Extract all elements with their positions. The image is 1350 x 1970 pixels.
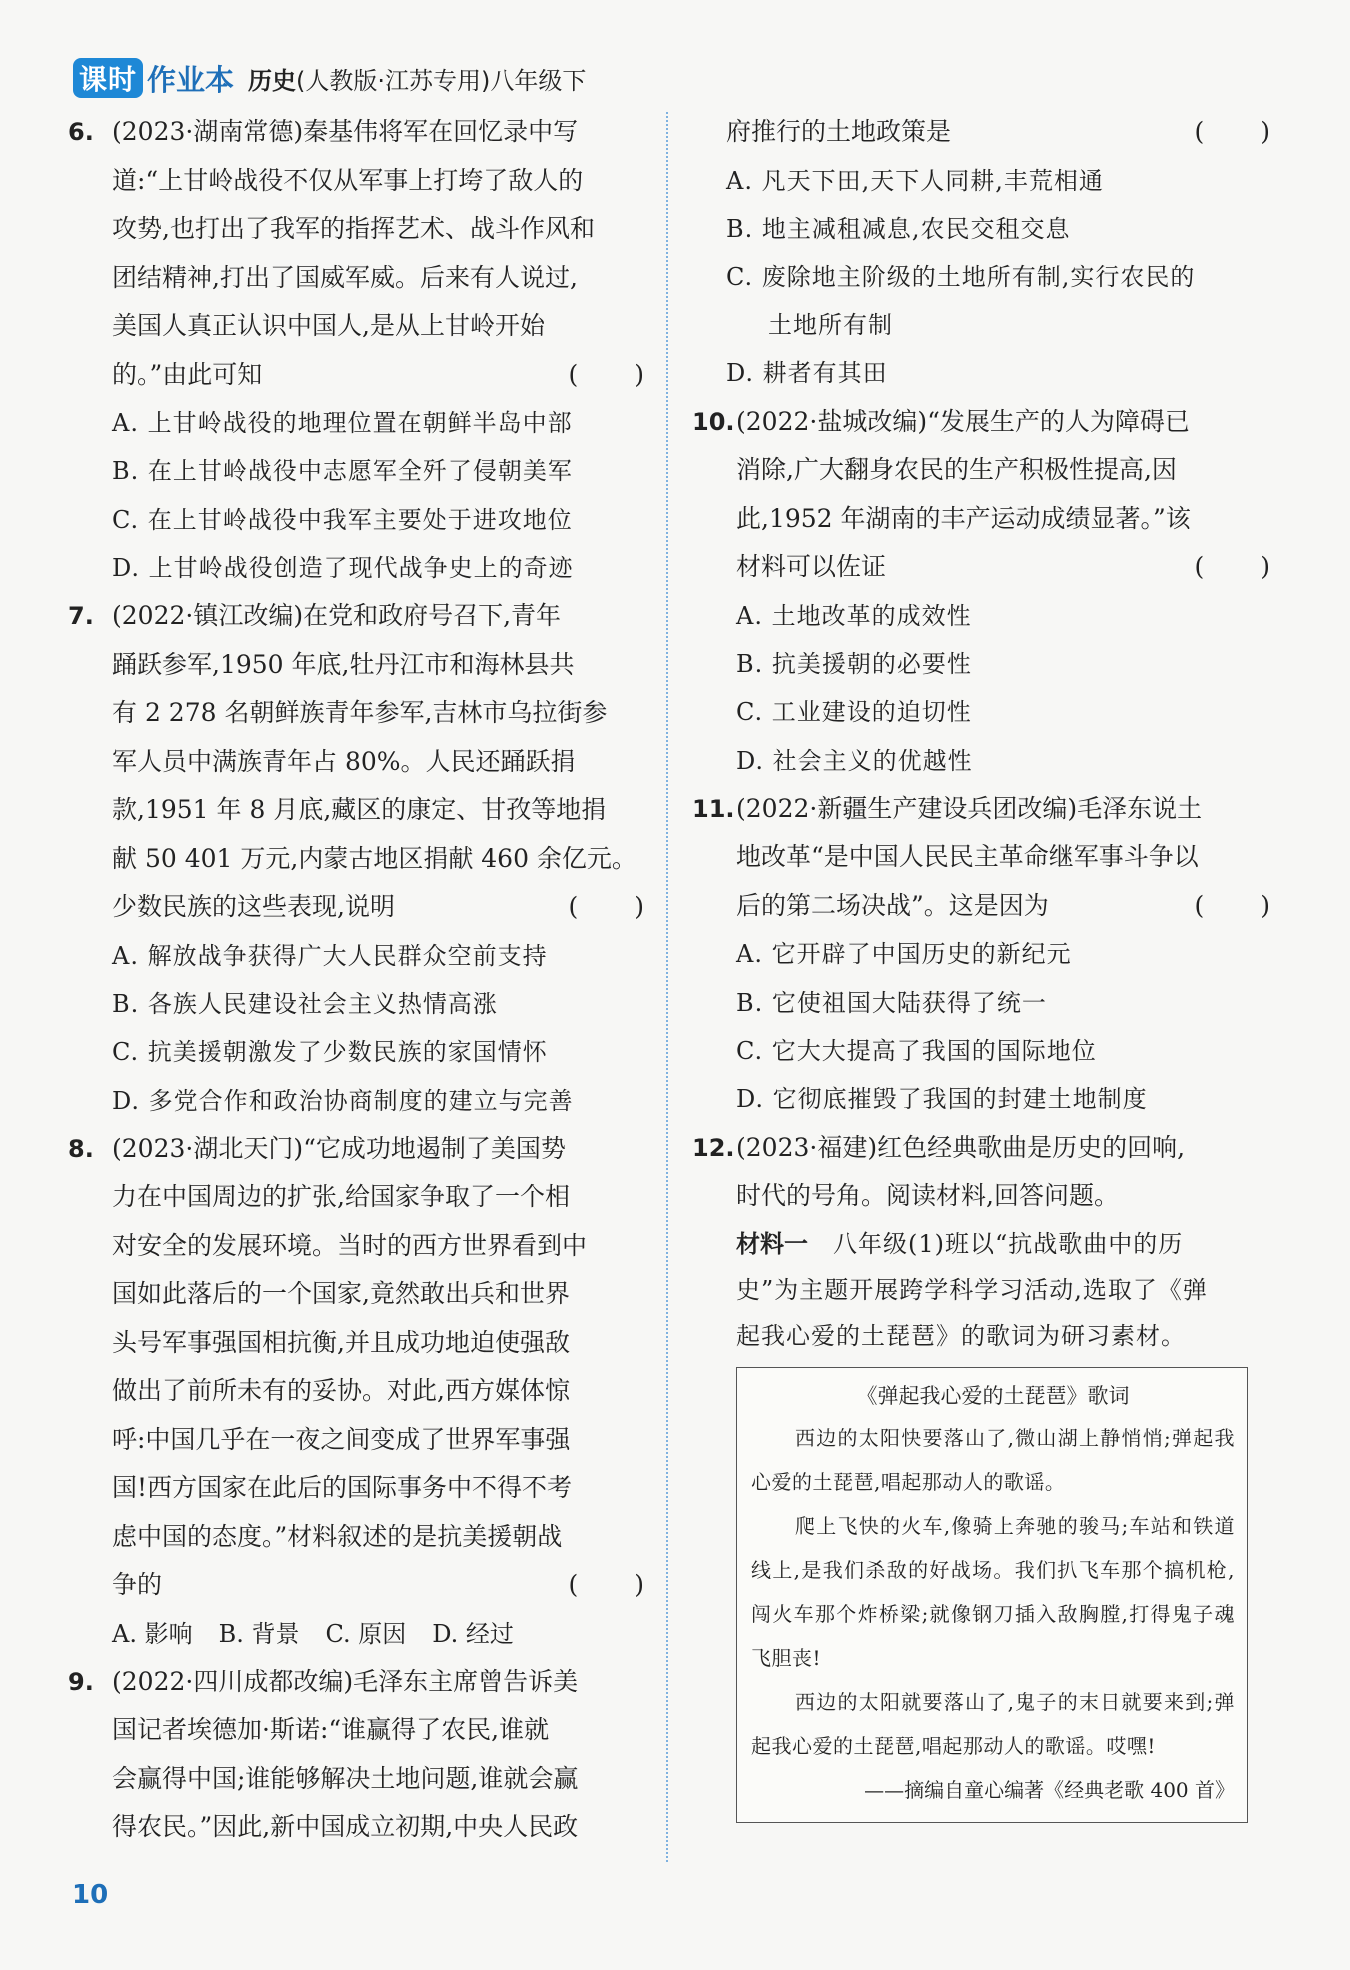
question-number: 6. xyxy=(68,118,94,146)
question-stem xyxy=(692,108,1272,157)
answer-blank[interactable]: ( ) xyxy=(568,892,646,922)
question-number: 12. xyxy=(692,1133,735,1162)
question-9-continued xyxy=(692,108,1272,398)
question-7 xyxy=(68,592,646,1125)
option-c[interactable]: C. 原因 xyxy=(325,1619,407,1648)
option-d[interactable]: D. 上甘岭战役创造了现代战争史上的奇迹 xyxy=(112,553,574,582)
stem-text: 少数民族的这些表现,说明 xyxy=(112,892,395,922)
stem-line: 道:“上甘岭战役不仅从军事上打垮了敌人的 xyxy=(112,165,584,195)
stem-line: (2023·湖南常德)秦基伟将军在回忆录中写 xyxy=(112,117,579,146)
question-12 xyxy=(692,1124,1272,1823)
question-stem xyxy=(68,1125,646,1610)
option-c[interactable]: C. 抗美援朝激发了少数民族的家国情怀 xyxy=(112,1038,548,1067)
question-stem xyxy=(68,592,646,932)
question-number: 10. xyxy=(692,407,735,436)
stem-line xyxy=(726,108,1272,157)
option-d[interactable]: D. 经过 xyxy=(432,1619,514,1648)
question-number: 11. xyxy=(692,794,735,823)
stem-line: 力在中国周边的扩张,给国家争取了一个相 xyxy=(112,1182,570,1212)
stem-line: 踊跃参军,1950 年底,牡丹江市和海林县共 xyxy=(112,649,575,679)
option-b[interactable]: B. 背景 xyxy=(218,1619,300,1648)
page-header xyxy=(73,56,586,100)
stem-line: 攻势,也打出了我军的指挥艺术、战斗作风和 xyxy=(112,214,595,243)
stem-line: 得农民。”因此,新中国成立初期,中央人民政 xyxy=(112,1812,579,1842)
option-c[interactable]: C. 工业建设的迫切性 xyxy=(736,698,972,727)
question-stem xyxy=(692,785,1272,931)
stem-line: 此,1952 年湖南的丰产运动成绩显著。”该 xyxy=(736,503,1191,533)
option-d[interactable]: D. 它彻底摧毁了我国的封建土地制度 xyxy=(736,1085,1148,1114)
option-c[interactable]: C. 它大大提高了我国的国际地位 xyxy=(736,1036,1097,1065)
material-one xyxy=(692,1221,1272,1359)
option-d[interactable]: D. 耕者有其田 xyxy=(726,359,888,388)
stem-line: 时代的号角。阅读材料,回答问题。 xyxy=(736,1181,1119,1211)
left-column xyxy=(68,108,646,1852)
lyrics-paragraph: 西边的太阳就要落山了,鬼子的末日就要来到;弹起我心爱的土琵琶,唱起那动人的歌谣。哎嘿! xyxy=(751,1689,1235,1758)
question-9 xyxy=(68,1658,646,1852)
material-line xyxy=(736,1221,1272,1267)
stem-line: 军人员中满族青年占 80%。人民还踊跃捐 xyxy=(112,746,576,776)
stem-line: 国记者埃德加·斯诺:“谁赢得了农民,谁就 xyxy=(112,1715,550,1745)
right-column xyxy=(692,108,1272,1823)
material-line: 史”为主题开展跨学科学习活动,选取了《弹 xyxy=(736,1275,1208,1304)
question-10 xyxy=(692,398,1272,785)
material-text: 八年级(1)班以“抗战歌曲中的历 xyxy=(808,1229,1184,1258)
stem-line: 虑中国的态度。”材料叙述的是抗美援朝战 xyxy=(112,1521,563,1551)
question-6 xyxy=(68,108,646,592)
answer-blank[interactable]: ( ) xyxy=(1194,552,1272,582)
lyrics-source: ——摘编自童心编著《经典老歌 400 首》 xyxy=(864,1777,1235,1802)
question-number: 8. xyxy=(68,1134,94,1163)
stem-line: 美国人真正认识中国人,是从上甘岭开始 xyxy=(112,311,545,340)
stem-line: (2022·新疆生产建设兵团改编)毛泽东说土 xyxy=(736,793,1203,823)
option-a[interactable]: A. 上甘岭战役的地理位置在朝鲜半岛中部 xyxy=(112,409,573,437)
option-d[interactable]: D. 多党合作和政治协商制度的建立与完善 xyxy=(112,1086,574,1115)
option-c[interactable]: C. 废除地主阶级的土地所有制,实行农民的 xyxy=(726,263,1196,292)
stem-text: 的。”由此可知 xyxy=(112,359,263,389)
option-c[interactable]: C. 在上甘岭战役中我军主要处于进攻地位 xyxy=(112,505,573,534)
lyrics-paragraph: 西边的太阳快要落山了,微山湖上静悄悄;弹起我心爱的土琵琶,唱起那动人的歌谣。 xyxy=(751,1425,1235,1494)
option-a[interactable]: A. 凡天下田,天下人同耕,丰荒相通 xyxy=(726,166,1104,195)
option-c-continued: 土地所有制 xyxy=(768,311,893,340)
option-a[interactable]: A. 解放战争获得广大人民群众空前支持 xyxy=(112,941,548,970)
answer-blank[interactable]: ( ) xyxy=(568,359,646,389)
question-stem xyxy=(68,1658,646,1852)
column-divider xyxy=(666,112,668,1862)
stem-line: 献 50 401 万元,内蒙古地区捐献 460 余亿元。 xyxy=(112,843,637,873)
question-stem xyxy=(692,398,1272,592)
stem-line: (2022·四川成都改编)毛泽东主席曾告诉美 xyxy=(112,1666,579,1696)
question-8 xyxy=(68,1125,646,1658)
question-number: 7. xyxy=(68,602,94,631)
stem-line: 头号军事强国相抗衡,并且成功地迫使强敌 xyxy=(112,1327,570,1357)
stem-line: (2022·镇江改编)在党和政府号召下,青年 xyxy=(112,601,562,631)
option-a[interactable]: A. 影响 xyxy=(112,1619,193,1648)
option-a[interactable]: A. 它开辟了中国历史的新纪元 xyxy=(736,940,1072,969)
option-b[interactable]: B. 各族人民建设社会主义热情高涨 xyxy=(112,989,498,1018)
stem-line xyxy=(112,351,646,400)
option-b[interactable]: B. 在上甘岭战役中志愿军全歼了侵朝美军 xyxy=(112,457,573,486)
stem-text: 府推行的土地政策是 xyxy=(726,117,952,146)
stem-line: 国如此落后的一个国家,竟然敢出兵和世界 xyxy=(112,1279,570,1309)
stem-line: 款,1951 年 8 月底,藏区的康定、甘孜等地捐 xyxy=(112,795,607,825)
material-label: 材料一 xyxy=(736,1229,808,1258)
stem-line: 呼:中国几乎在一夜之间变成了世界军事强 xyxy=(112,1424,571,1454)
edition-grade: (人教版·江苏专用)八年级下 xyxy=(296,66,587,95)
book-subject xyxy=(248,61,586,96)
answer-blank[interactable]: ( ) xyxy=(1194,890,1272,920)
stem-text: 材料可以佐证 xyxy=(736,552,887,582)
stem-line: (2023·湖北天门)“它成功地遏制了美国势 xyxy=(112,1133,566,1163)
option-b[interactable]: B. 抗美援朝的必要性 xyxy=(736,649,972,678)
option-d[interactable]: D. 社会主义的优越性 xyxy=(736,746,973,775)
question-stem xyxy=(692,1124,1272,1221)
stem-line: 有 2 278 名朝鲜族青年参军,吉林市乌拉街参 xyxy=(112,698,608,728)
option-a[interactable]: A. 土地改革的成效性 xyxy=(736,601,972,630)
question-number: 9. xyxy=(68,1667,94,1696)
answer-blank[interactable]: ( ) xyxy=(1194,117,1272,146)
stem-line xyxy=(736,543,1272,592)
stem-line: 做出了前所未有的妥协。对此,西方媒体惊 xyxy=(112,1376,570,1406)
brand-name: 作业本 xyxy=(147,62,235,97)
stem-line: 消除,广大翻身农民的生产积极性提高,因 xyxy=(736,455,1177,485)
stem-text: 后的第二场决战”。这是因为 xyxy=(736,890,1049,920)
stem-line: (2022·盐城改编)“发展生产的人为障碍已 xyxy=(736,406,1190,436)
stem-line: 地改革“是中国人民民主革命继军事斗争以 xyxy=(736,842,1199,872)
option-b[interactable]: B. 地主减租减息,农民交租交息 xyxy=(726,214,1071,243)
stem-line xyxy=(736,882,1272,931)
logo: 课时 xyxy=(73,58,143,98)
stem-line xyxy=(112,1561,646,1610)
answer-blank[interactable]: ( ) xyxy=(568,1570,646,1600)
subject-name: 历史 xyxy=(248,66,297,95)
stem-line: 团结精神,打出了国威军威。后来有人说过, xyxy=(112,262,578,292)
lyrics-box xyxy=(736,1367,1248,1823)
stem-line: 国!西方国家在此后的国际事务中不得不考 xyxy=(112,1473,573,1503)
question-stem xyxy=(68,108,646,399)
page-number: 10 xyxy=(72,1880,109,1910)
stem-line: 会赢得中国;谁能够解决土地问题,谁就会赢 xyxy=(112,1763,579,1793)
lyrics-paragraph: 爬上飞快的火车,像骑上奔驰的骏马;车站和铁道线上,是我们杀敌的好战场。我们扒飞车那个搞机枪,闯火车那个炸桥梁;就像钢刀插入敌胸膛,打得鬼子魂飞胆丧! xyxy=(751,1513,1235,1670)
lyrics-title: 《弹起我心爱的土琵琶》歌词 xyxy=(856,1383,1130,1408)
stem-line: (2023·福建)红色经典歌曲是历史的回响, xyxy=(736,1132,1186,1162)
stem-text: 争的 xyxy=(112,1570,163,1600)
stem-line xyxy=(112,883,646,932)
stem-line: 对安全的发展环境。当时的西方世界看到中 xyxy=(112,1230,588,1260)
material-line: 起我心爱的土琵琶》的歌词为研习素材。 xyxy=(736,1321,1186,1350)
question-11 xyxy=(692,785,1272,1124)
options-row xyxy=(68,1610,646,1658)
option-b[interactable]: B. 它使祖国大陆获得了统一 xyxy=(736,988,1047,1017)
